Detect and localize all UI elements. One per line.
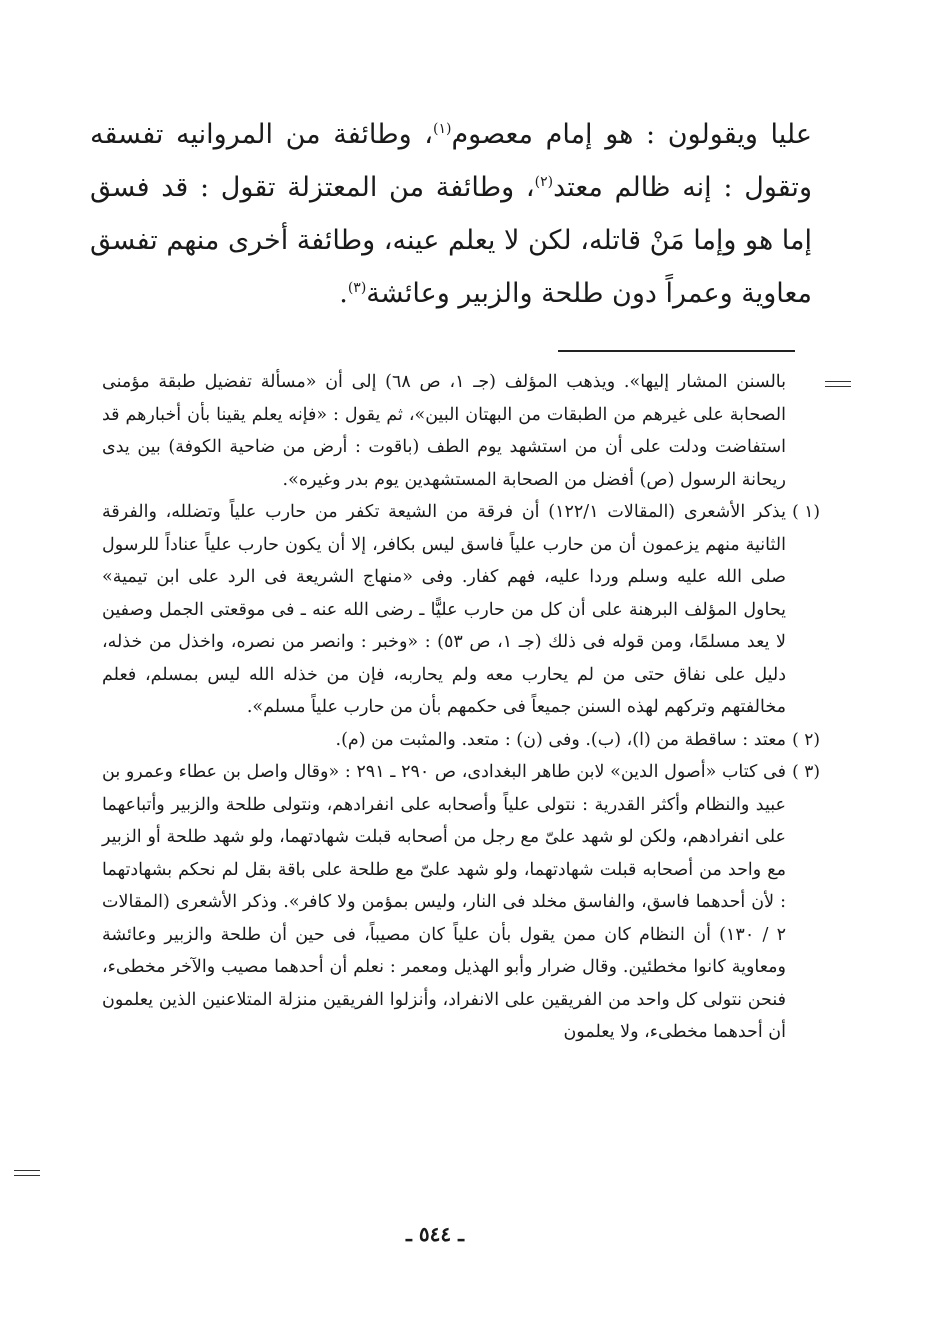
footnotes: [102, 366, 820, 1049]
main-text: [90, 108, 812, 320]
footnote-number-2: (٢ ): [792, 729, 820, 750]
main-text-part-1: عليا ويقولون : هو إمام معصوم: [451, 119, 812, 150]
page-number: ـ ٥٤٤ ـ: [406, 1222, 464, 1246]
footnote-item-2: [102, 724, 820, 757]
main-text-end: .: [339, 278, 348, 309]
main-text-part-3: إنه ظالم معتد: [553, 172, 712, 203]
footnote-text-2: معتد : ساقطة من (ا)، (ب). وفى (ن) : متعد. والمثبت من (م).: [335, 729, 786, 750]
margin-mark-bottom: [14, 1170, 40, 1176]
footnote-ref-2[interactable]: (٢): [534, 174, 554, 190]
main-paragraph: [90, 108, 812, 320]
footnote-item-3: [102, 756, 820, 1049]
main-text-part-2: ، وطائفة من المروانيه تفسقه وتقول :: [90, 119, 812, 203]
footnote-ref-3[interactable]: (٣): [347, 280, 367, 296]
margin-mark-top: [825, 381, 851, 387]
main-text-part-4: ، وطائفة من المعتزلة تقول : قد فسق إما هو وإما مَنْ قاتله، لكن لا يعلم عينه، وطائفة أخرى منهم تفسق معاوية وعمراً دون طلحة والزبير وعائشة: [90, 172, 812, 309]
footnote-number-1: (١ ): [792, 502, 820, 522]
footnote-item-1: [102, 496, 820, 724]
footnote-ref-1[interactable]: (١): [432, 121, 452, 137]
footnote-text-3: فى كتاب «أصول الدين» لابن طاهر البغدادى، ص ٢٩٠ ـ ٢٩١ : «وقال واصل بن عطاء وعمرو بن عبيد والنظام وأكثر القدرية : نتولى علياً وأصحابه على انفرادهم، ونتولى طلحة والزبير وأتباعهما على انفرادهم، ولكن لو شهد علىّ مع رجل من أصحابه قبلت شهادتهما، ولو شهد طلحة أو الزبير مع واحد من أصحابه قبلت شهادتهما، ولو شهد علىّ مع طلحة على باقة بقل لم نحكم بشهادتهما : لأن أحدهما فاسق، والفاسق مخلد فى النار، وليس بمؤمن ولا كافر». وذكر الأشعرى (المقالات ٢ / ١٣٠) أن النظام كان ممن يقول بأن علياً كان مصيباً، فى حين أن طلحة والزبير وعائشة ومعاوية كانوا مخطئين. وقال ضرار وأبو الهذيل ومعمر : نعلم أن أحدهما مصيب والآخر مخطىء، فنحن نتولى كل واحد من الفريقين على الانفراد، وأنزلوا الفريقين منزلة المتلاعنين الذين يعلمون أن أحدهما مخطىء، ولا يعلمون: [102, 762, 786, 1042]
footnote-continuation: بالسنن المشار إليها». ويذهب المؤلف (جـ ١، ص ٦٨) إلى أن «مسألة تفضيل طبقة مؤمنى الصحابة على غيرهم من الطبقات من البهتان البين»، ثم يقول : «فإنه يعلم يقينا بأن أخبارهم قد استفاضت ودلت على أن من استشهد يوم الطف (باقوت : أرض من ضاحية الكوفة) بين يدى ريحانة الرسول (ص) أفضل من الصحابة المستشهدين يوم بدر وغيره».: [102, 372, 786, 490]
footnote-separator-rule: [558, 350, 795, 352]
footnote-number-3: (٣ ): [792, 762, 820, 782]
footnote-text-1: يذكر الأشعرى (المقالات ١٢٢/١) أن فرقة من الشيعة تكفر من حارب علياً وتضلله، والفرقة الثانية منهم يزعمون أن من حارب علياً فاسق ليس بكافر، إلا أن يكون حارب علياً عناداً للرسول صلى الله عليه وسلم وردا عليه، فهم كفار. وفى «منهاج الشريعة فى الرد على ابن تيمية» يحاول المؤلف البرهنة على أن كل من حارب عليًّا ـ رضى الله عنه ـ فى موقعتى الجمل وصفين لا يعد مسلمًا، ومن قوله فى ذلك (جـ ١، ص ٥٣) : «وخبر : وانصر من نصره، واخذل من خذله، دليل على نفاق حتى من لم يحارب معه ولم يحاربه، فإن من خذله الله ليس بمسلم، فعلم مخالفتهم وتركهم لهذه السنن جميعاً فى حكمهم بأن من حارب علياً مسلم».: [102, 502, 786, 717]
